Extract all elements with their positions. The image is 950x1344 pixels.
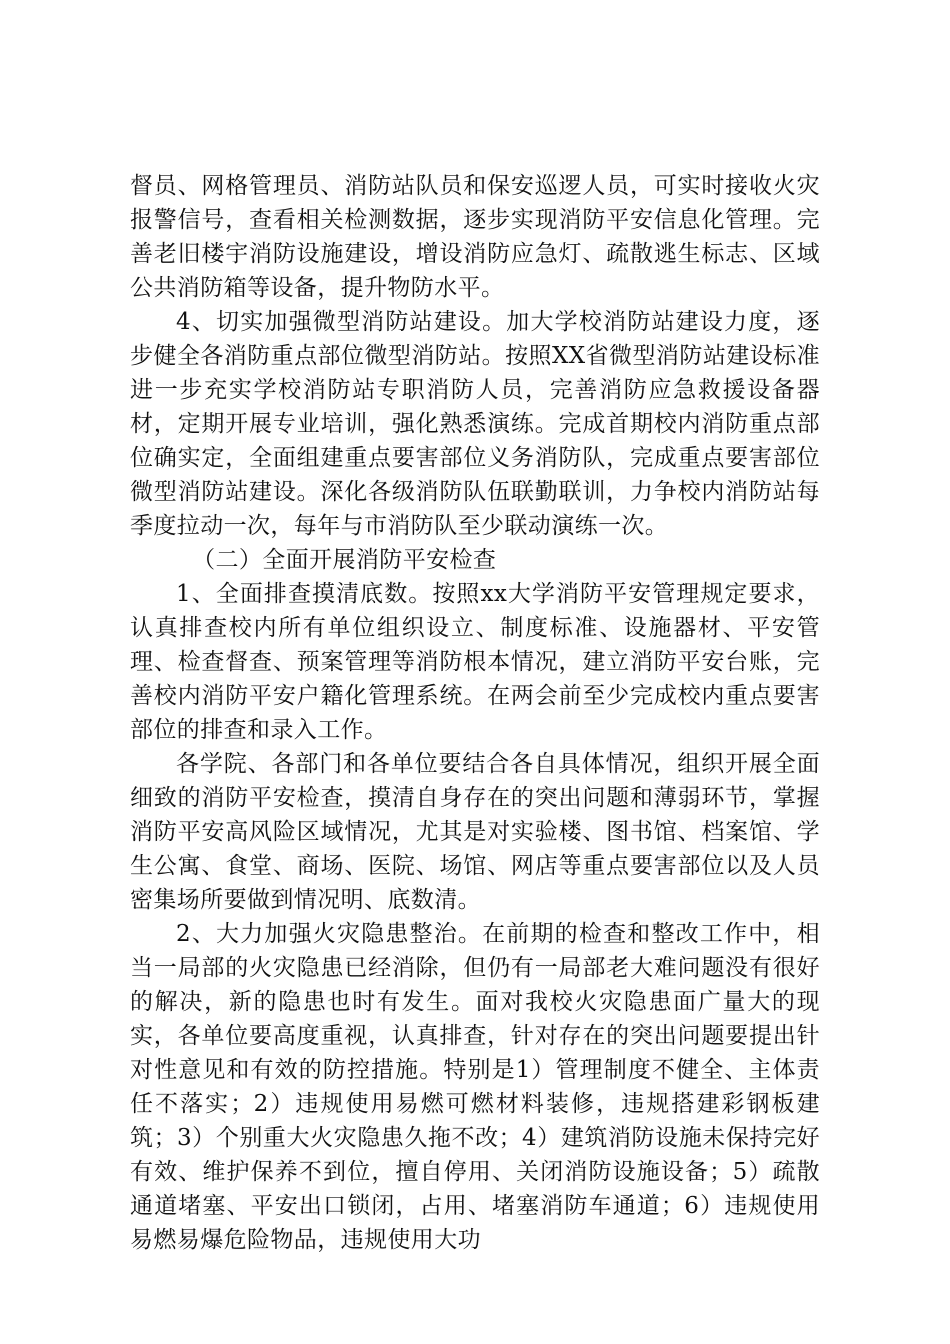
paragraph-item-1: 1、全面排查摸清底数。按照xx大学消防平安管理规定要求，认真排查校内所有单位组织设立、制度标准、设施器材、平安管理、检查督查、预案管理等消防根本情况，建立消防平安台账，完善校内消防平安户籍化管理系统。在两会前至少完成校内重点要害部位的排查和录入工作。 <box>130 581 820 743</box>
paragraph-continuation: 督员、网格管理员、消防站队员和保安巡逻人员，可实时接收火灾报警信号，查看相关检测数据，逐步实现消防平安信息化管理。完善老旧楼宇消防设施建设，增设消防应急灯、疏散逃生标志、区域公共消防箱等设备，提升物防水平。 <box>130 173 820 301</box>
section-heading-2: （二）全面开展消防平安检查 <box>192 547 497 573</box>
paragraph-item-2: 2、大力加强火灾隐患整治。在前期的检查和整改工作中，相当一局部的火灾隐患已经消除，但仍有一局部老大难问题没有很好的解决，新的隐患也时有发生。面对我校火灾隐患面广量大的现实，各单位要高度重视，认真排查，针对存在的突出问题要提出针对性意见和有效的防控措施。特别是1）管理制度不健全、主体责任不落实；2）违规使用易燃可燃材料装修，违规搭建彩钢板建筑；3）个别重大火灾隐患久拖不改；4）建筑消防设施未保持完好有效、维护保养不到位，擅自停用、关闭消防设施设备；5）疏散通道堵塞、平安出口锁闭，占用、堵塞消防车通道；6）违规使用易燃易爆危险物品，违规使用大功 <box>130 921 820 1253</box>
document-body <box>130 169 820 1257</box>
paragraph-item-4: 4、切实加强微型消防站建设。加大学校消防站建设力度，逐步健全各消防重点部位微型消防站。按照XX省微型消防站建设标准进一步充实学校消防站专职消防人员，完善消防应急救援设备器材，定期开展专业培训，强化熟悉演练。完成首期校内消防重点部位确实定，全面组建重点要害部位义务消防队，完成重点要害部位微型消防站建设。深化各级消防队伍联勤联训，力争校内消防站每季度拉动一次，每年与市消防队至少联动演练一次。 <box>130 309 820 539</box>
paragraph-departments: 各学院、各部门和各单位要结合各自具体情况，组织开展全面细致的消防平安检查，摸清自身存在的突出问题和薄弱环节，掌握消防平安高风险区域情况，尤其是对实验楼、图书馆、档案馆、学生公寓、食堂、商场、医院、场馆、网店等重点要害部位以及人员密集场所要做到情况明、底数清。 <box>130 751 820 913</box>
